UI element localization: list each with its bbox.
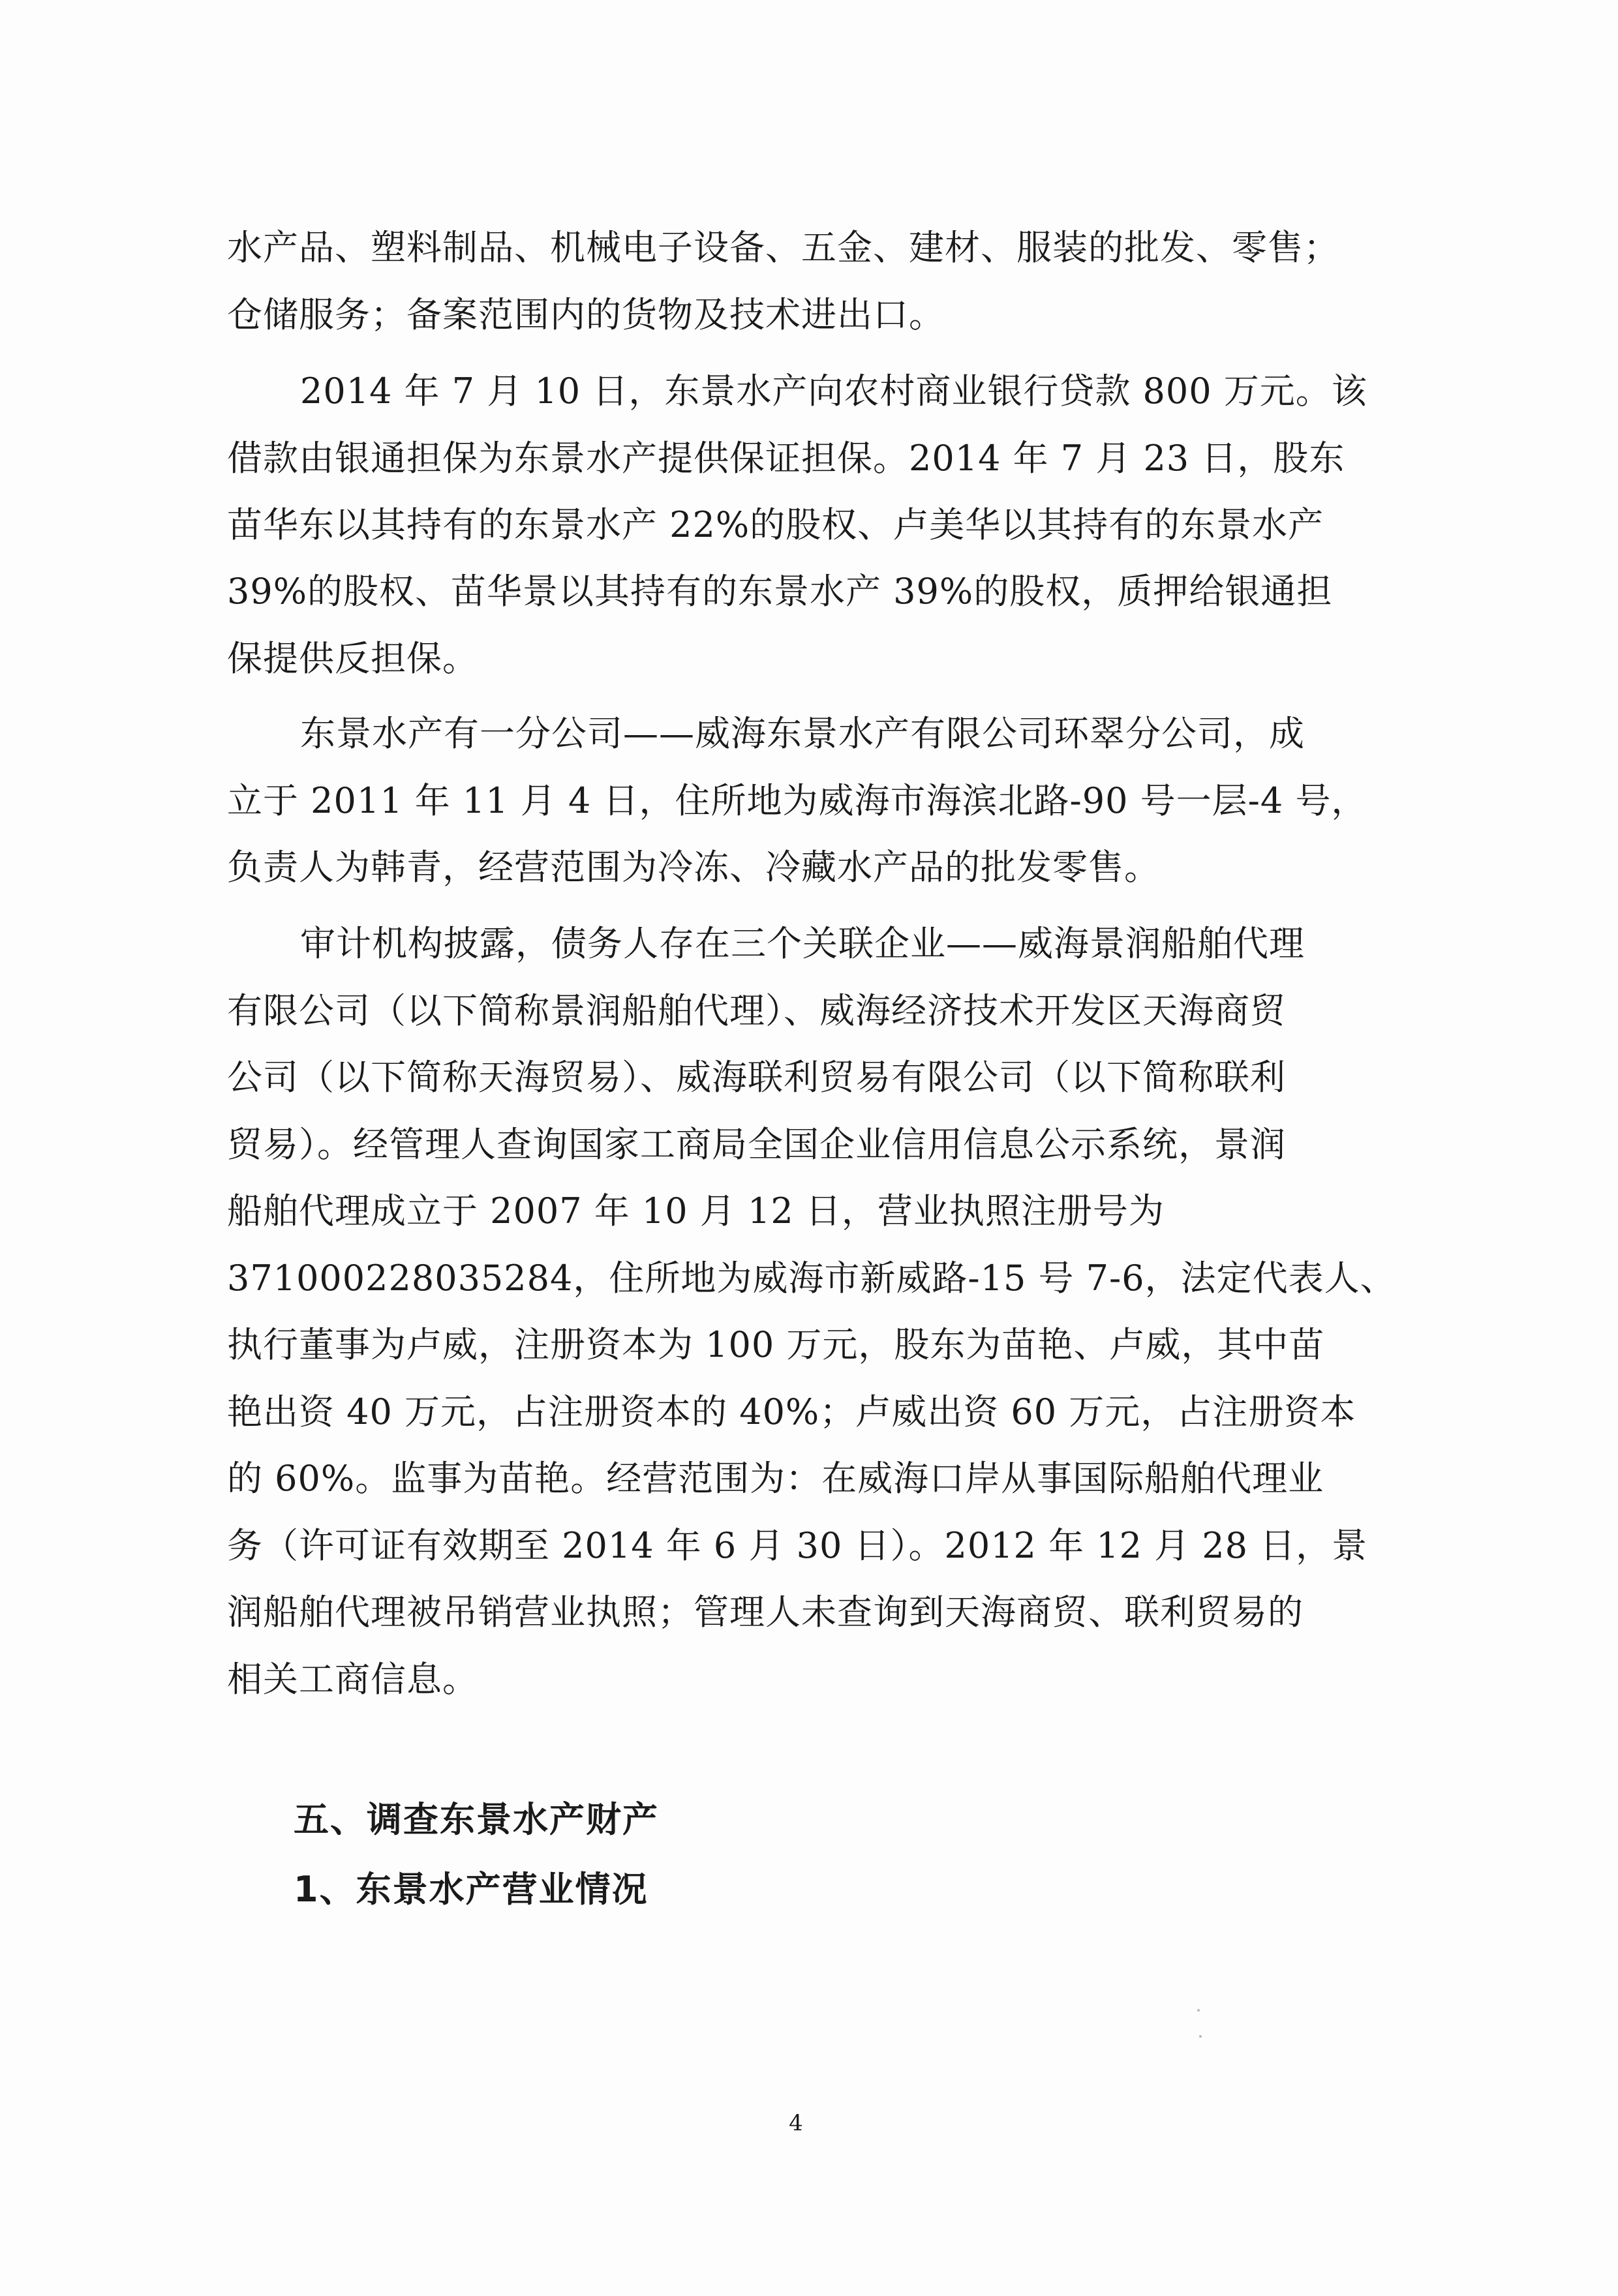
paragraph-line: 371000228035284，住所地为威海市新威路-15 号 7-6，法定代表人、 xyxy=(227,1258,1396,1299)
paragraph-line: 审计机构披露，债务人存在三个关联企业——威海景润船舶代理 xyxy=(300,923,1305,964)
paragraph-line: 立于 2011 年 11 月 4 日，住所地为威海市海滨北路-90 号一层-4 号， xyxy=(227,780,1367,821)
scan-speck xyxy=(1199,2035,1202,2038)
paragraph-line: 执行董事为卢威，注册资本为 100 万元，股东为苗艳、卢威，其中苗 xyxy=(227,1324,1325,1365)
paragraph-line: 相关工商信息。 xyxy=(227,1659,478,1700)
paragraph-line: 仓储服务；备案范围内的货物及技术进出口。 xyxy=(227,294,945,335)
paragraph-line: 借款由银通担保为东景水产提供保证担保。2014 年 7 月 23 日，股东 xyxy=(227,438,1345,479)
section-heading: 五、调查东景水产财产 xyxy=(294,1799,659,1840)
paragraph-line: 39%的股权、苗华景以其持有的东景水产 39%的股权，质押给银通担 xyxy=(227,571,1333,612)
paragraph-line: 苗华东以其持有的东景水产 22%的股权、卢美华以其持有的东景水产 xyxy=(227,504,1324,545)
paragraph-line: 务（许可证有效期至 2014 年 6 月 30 日）。2012 年 12 月 28 日，景 xyxy=(227,1525,1368,1566)
paragraph-line: 水产品、塑料制品、机械电子设备、五金、建材、服装的批发、零售； xyxy=(227,227,1339,268)
paragraph-line: 润船舶代理被吊销营业执照；管理人未查询到天海商贸、联利贸易的 xyxy=(227,1592,1304,1633)
paragraph-line: 东景水产有一分公司——威海东景水产有限公司环翠分公司，成 xyxy=(300,713,1305,754)
paragraph-line: 有限公司（以下简称景润船舶代理）、威海经济技术开发区天海商贸 xyxy=(227,990,1286,1031)
paragraph-line: 保提供反担保。 xyxy=(227,638,478,679)
paragraph-line: 的 60%。监事为苗艳。经营范围为：在威海口岸从事国际船舶代理业 xyxy=(227,1458,1324,1499)
page-number: 4 xyxy=(789,2110,803,2136)
paragraph-line: 贸易）。经管理人查询国家工商局全国企业信用信息公示系统，景润 xyxy=(227,1124,1286,1165)
paragraph-line: 2014 年 7 月 10 日，东景水产向农村商业银行贷款 800 万元。该 xyxy=(300,370,1367,412)
subsection-heading: 1、东景水产营业情况 xyxy=(294,1869,649,1910)
paragraph-line: 负责人为韩青，经营范围为冷冻、冷藏水产品的批发零售。 xyxy=(227,847,1160,888)
paragraph-line: 艳出资 40 万元，占注册资本的 40%；卢威出资 60 万元，占注册资本 xyxy=(227,1391,1356,1432)
scan-speck xyxy=(1197,2009,1200,2012)
paragraph-line: 公司（以下简称天海贸易）、威海联利贸易有限公司（以下简称联利 xyxy=(227,1057,1286,1098)
paragraph-line: 船舶代理成立于 2007 年 10 月 12 日，营业执照注册号为 xyxy=(227,1190,1165,1231)
